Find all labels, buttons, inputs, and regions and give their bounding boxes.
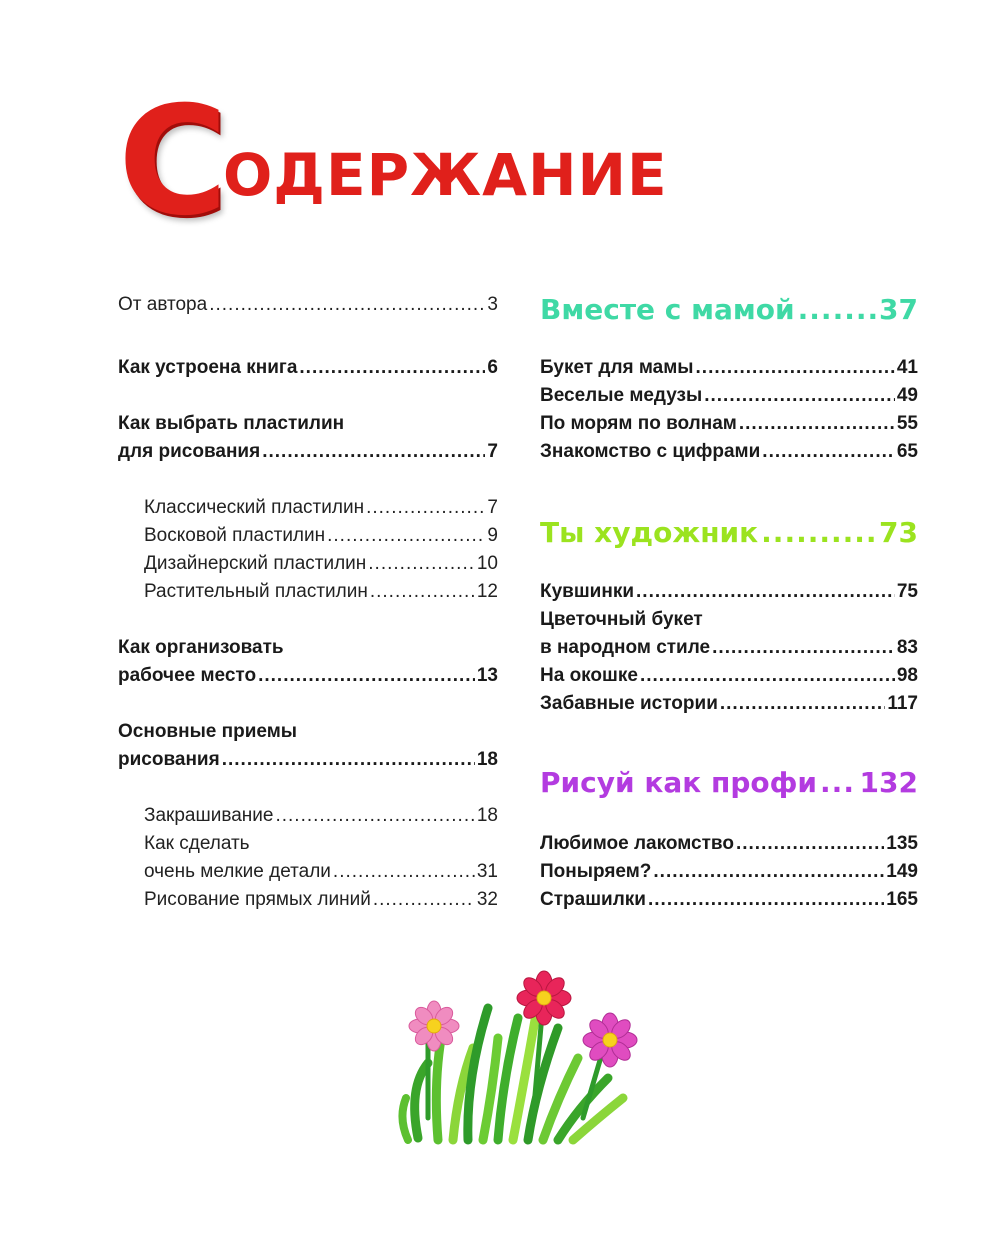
toc-label: Классический пластилин <box>144 497 365 518</box>
leader-dots <box>222 746 475 774</box>
leader-dots <box>370 578 475 606</box>
leader-dots <box>299 354 485 382</box>
toc-page: 135 <box>886 833 918 854</box>
leader-dots <box>366 494 485 522</box>
toc-label: рисования <box>118 749 220 770</box>
leader-dots <box>209 291 485 319</box>
leader-dots <box>648 886 884 914</box>
toc-entry[interactable] <box>540 830 918 858</box>
section-heading[interactable] <box>540 292 918 328</box>
toc-page: 49 <box>896 385 918 406</box>
section-page: 37 <box>879 293 918 326</box>
toc-label: От автора <box>118 294 208 315</box>
toc-label: для рисования <box>118 441 261 462</box>
leader-dots <box>798 292 876 328</box>
section-label: Ты художник <box>540 516 759 549</box>
toc-page: 165 <box>886 889 918 910</box>
leader-dots <box>712 634 895 662</box>
flower-icon <box>583 1013 637 1067</box>
leader-dots <box>704 382 895 410</box>
toc-page: 117 <box>887 693 918 714</box>
toc-label: Растительный пластилин <box>144 581 368 602</box>
title-initial: С <box>118 75 229 249</box>
toc-page: 18 <box>476 749 498 770</box>
toc-label: Кувшинки <box>540 581 635 602</box>
toc-label: Поныряем? <box>540 861 652 882</box>
leader-dots <box>736 830 884 858</box>
toc-entry[interactable] <box>118 354 498 382</box>
leader-dots <box>327 522 485 550</box>
toc-label: Букет для мамы <box>540 357 694 378</box>
toc-page: 65 <box>896 441 918 462</box>
leader-dots <box>258 662 475 690</box>
toc-label: На окошке <box>540 665 638 686</box>
toc-page: 32 <box>476 889 498 910</box>
toc-entry[interactable] <box>118 746 498 774</box>
leader-dots <box>373 886 475 914</box>
toc-label: Восковой пластилин <box>144 525 326 546</box>
leader-dots <box>820 765 857 801</box>
toc-subentry[interactable] <box>144 522 498 550</box>
toc-label: Закрашивание <box>144 805 274 826</box>
toc-entry[interactable] <box>540 410 918 438</box>
toc-page: 10 <box>476 553 498 574</box>
toc-label-line1: Как выбрать пластилин <box>118 413 345 434</box>
leader-dots <box>640 662 895 690</box>
toc-subentry[interactable] <box>144 494 498 522</box>
section-label: Рисуй как профи <box>540 766 818 799</box>
toc-entry[interactable] <box>118 662 498 690</box>
toc-entry[interactable] <box>540 634 918 662</box>
toc-entry[interactable] <box>118 291 498 319</box>
leader-dots <box>696 354 895 382</box>
section-page: 73 <box>879 516 918 549</box>
toc-label: Дизайнерский пластилин <box>144 553 367 574</box>
leader-dots <box>262 438 485 466</box>
toc-entry[interactable] <box>540 662 918 690</box>
toc-entry[interactable] <box>540 858 918 886</box>
title-text: ОДЕРЖАНИЕ <box>223 141 668 209</box>
leader-dots <box>636 578 895 606</box>
leader-dots <box>275 802 474 830</box>
toc-page: 55 <box>896 413 918 434</box>
toc-page: 98 <box>896 665 918 686</box>
leader-dots <box>653 858 884 886</box>
toc-subentry[interactable] <box>144 858 498 886</box>
toc-subentry[interactable] <box>144 550 498 578</box>
toc-subentry[interactable] <box>144 886 498 914</box>
toc-entry[interactable] <box>540 886 918 914</box>
flower-icon <box>409 1001 459 1051</box>
toc-label: Забавные истории <box>540 693 718 714</box>
toc-label: в народном стиле <box>540 637 711 658</box>
leader-dots <box>739 410 895 438</box>
toc-page: 18 <box>476 805 498 826</box>
toc-entry[interactable] <box>540 578 918 606</box>
toc-entry[interactable] <box>540 354 918 382</box>
toc-entry[interactable] <box>540 438 918 466</box>
toc-page: 6 <box>487 357 498 378</box>
toc-page: 83 <box>896 637 918 658</box>
toc-page: 41 <box>896 357 918 378</box>
leader-dots <box>720 690 885 718</box>
toc-page: 7 <box>487 497 498 518</box>
toc-label-line1: Как сделать <box>144 833 250 854</box>
toc-label: очень мелкие детали <box>144 861 331 882</box>
toc-page: 31 <box>476 861 498 882</box>
toc-subentry[interactable] <box>144 578 498 606</box>
toc-label: рабочее место <box>118 665 257 686</box>
toc-page: 7 <box>487 441 498 462</box>
leader-dots <box>333 858 475 886</box>
section-heading[interactable] <box>540 765 918 801</box>
toc-entry[interactable] <box>118 438 498 466</box>
toc-label: Страшилки <box>540 889 646 910</box>
flowers-illustration <box>398 968 638 1148</box>
toc-page: 12 <box>476 581 498 602</box>
toc-label-line1: Как организовать <box>118 637 284 658</box>
section-page: 132 <box>859 766 918 799</box>
toc-page: 9 <box>487 525 498 546</box>
section-heading[interactable] <box>540 515 918 551</box>
toc-page: 13 <box>476 665 498 686</box>
toc-label: По морям по волнам <box>540 413 737 434</box>
leader-dots <box>761 515 876 551</box>
toc-label: Любимое лакомство <box>540 833 734 854</box>
toc-label: Знакомство с цифрами <box>540 441 761 462</box>
toc-page: 75 <box>896 581 918 602</box>
toc-subentry[interactable] <box>144 802 498 830</box>
toc-label: Рисование прямых линий <box>144 889 371 910</box>
toc-label: Веселые медузы <box>540 385 703 406</box>
toc-label-line1: Основные приемы <box>118 721 298 742</box>
toc-page: 149 <box>886 861 918 882</box>
toc-entry[interactable] <box>540 690 918 718</box>
toc-label: Как устроена книга <box>118 357 298 378</box>
toc-label-line1: Цветочный букет <box>540 609 703 630</box>
page-title <box>118 75 738 249</box>
leader-dots <box>762 438 895 466</box>
section-label: Вместе с мамой <box>540 293 795 326</box>
leader-dots <box>368 550 475 578</box>
toc-entry[interactable] <box>540 382 918 410</box>
flower-icon <box>517 971 571 1025</box>
toc-page: 3 <box>487 294 498 315</box>
